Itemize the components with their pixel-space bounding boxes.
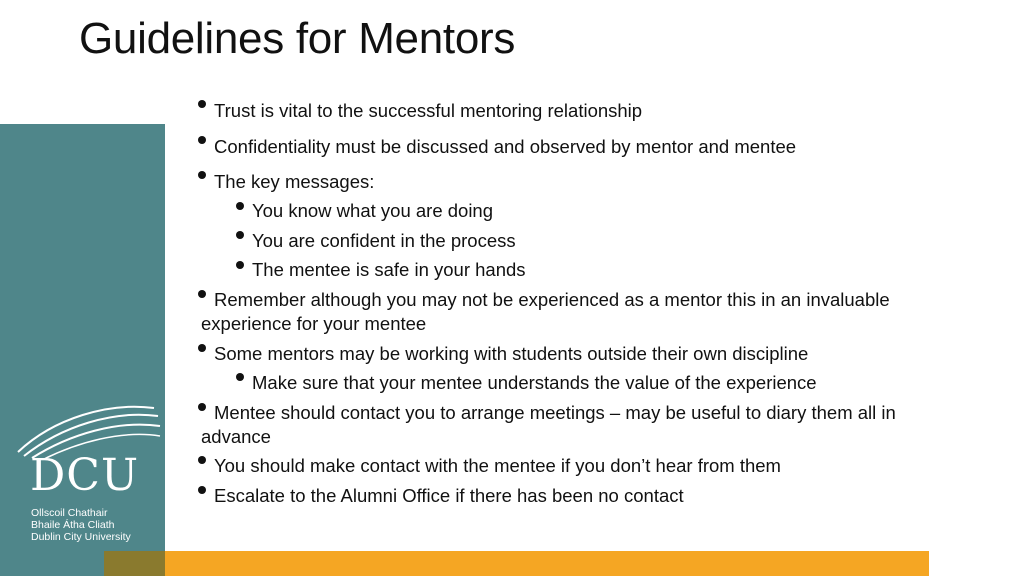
sub-bullet-item: You are confident in the process — [252, 230, 516, 251]
bullet-dot — [198, 456, 206, 464]
bullet-item: Some mentors may be working with students outside their own discipline — [214, 343, 809, 364]
sub-bullet-item: You know what you are doing — [252, 200, 494, 221]
bullet-item: Confidentiality must be discussed and observed by mentor and mentee — [214, 136, 797, 157]
sub-bullet-dot — [236, 202, 244, 210]
bullet-continuation: advance — [201, 426, 271, 447]
bullet-item: Escalate to the Alumni Office if there has been no contact — [214, 485, 684, 506]
orange-footer-bar — [165, 551, 929, 576]
bullet-dot — [198, 136, 206, 144]
bullet-continuation: experience for your mentee — [201, 313, 427, 334]
bullet-dot — [198, 171, 206, 179]
slide-title: Guidelines for Mentors — [79, 14, 516, 63]
sub-bullet-item: The mentee is safe in your hands — [252, 259, 526, 280]
bullet-dot — [198, 344, 206, 352]
bullet-dot — [198, 486, 206, 494]
bullet-dot — [198, 290, 206, 298]
sub-bullet-dot — [236, 373, 244, 381]
bullet-item: You should make contact with the mentee if you don’t hear from them — [214, 455, 781, 476]
logo-line-3: Dublin City University — [31, 531, 131, 543]
sub-bullet-dot — [236, 231, 244, 239]
bullet-item: Trust is vital to the successful mentoring relationship — [214, 100, 643, 121]
logo-line-2: Bhaile Átha Cliath — [31, 519, 115, 531]
olive-footer-strip — [104, 551, 165, 576]
logo-line-1: Ollscoil Chathair — [31, 507, 108, 519]
bullet-item: Remember although you may not be experienced as a mentor this in an invaluable — [214, 289, 890, 310]
logo-letters: DCU — [30, 450, 140, 501]
bullet-item: Mentee should contact you to arrange meetings – may be useful to diary them all in — [214, 402, 896, 423]
sub-bullet-dot — [236, 261, 244, 269]
bullet-dot — [198, 403, 206, 411]
bullet-dot — [198, 100, 206, 108]
sub-bullet-item: Make sure that your mentee understands the value of the experience — [252, 372, 817, 393]
bullet-item: The key messages: — [214, 171, 375, 192]
